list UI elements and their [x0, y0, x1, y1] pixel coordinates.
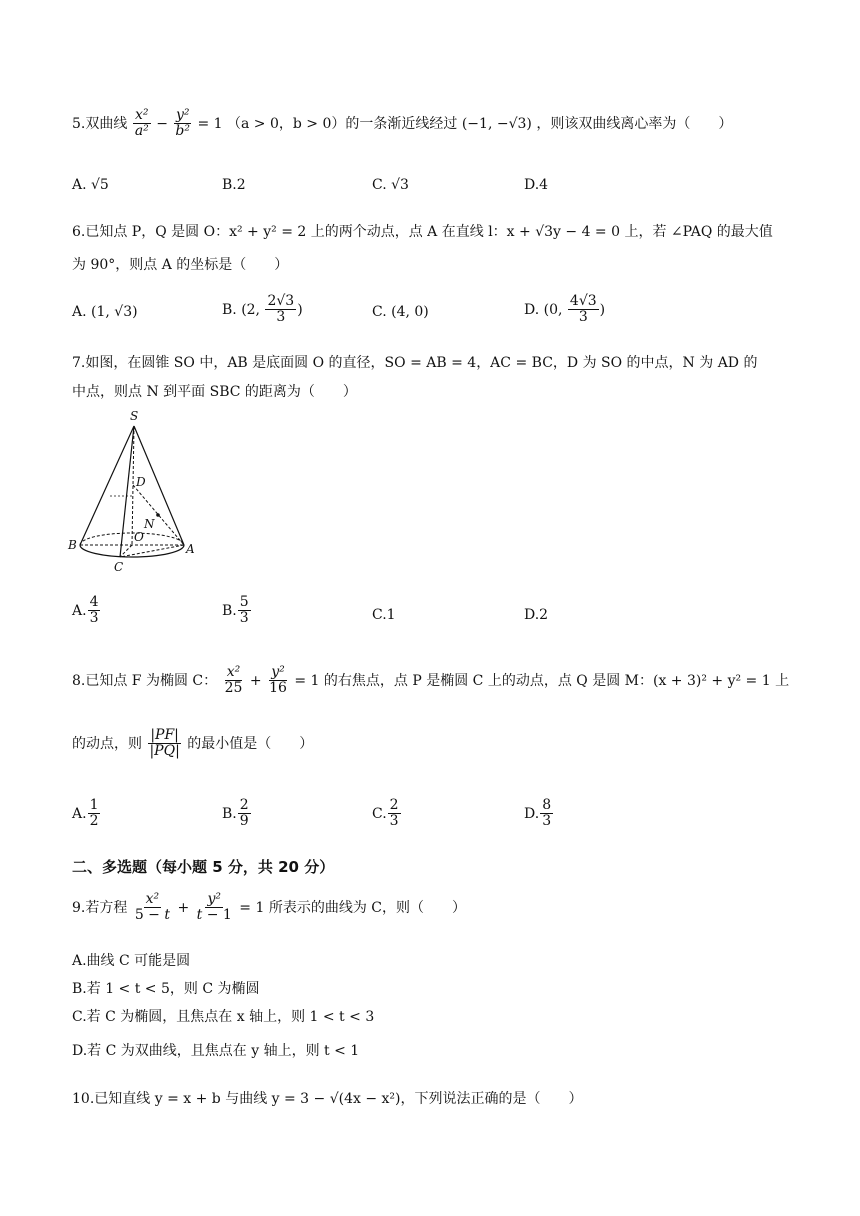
q5-option-c: C. √3: [372, 177, 409, 193]
q6-option-d: D. (0, $\frac{4√3}{3}$ ): [524, 293, 606, 326]
point-n: [156, 513, 160, 517]
q6-option-d-num: 4√3: [569, 293, 597, 309]
q8-option-c: [372, 798, 402, 830]
q8-option-c-num: 2: [389, 797, 399, 813]
q7-option-b: [222, 595, 252, 627]
q5-prefix: 5.双曲线: [72, 115, 128, 132]
q6-options: [72, 294, 792, 338]
q6-option-d-fraction: [568, 294, 599, 326]
q9-suffix: 所表示的曲线为 C，则（ ）: [268, 899, 466, 916]
q6-option-b-prefix: B. (2,: [222, 301, 261, 318]
q7-line-2: 中点，则点 N 到平面 SBC 的距离为（ ）: [72, 384, 357, 400]
q7-option-d: D.2: [524, 607, 549, 623]
q7-option-b-den: 3: [239, 610, 249, 627]
label-n: N: [144, 517, 155, 531]
q9-option-b: B.若 1 < t < 5，则 C 为椭圆: [72, 981, 260, 997]
q7-option-b-label: B.: [222, 602, 237, 619]
q7-option-b-num: 5: [239, 594, 249, 610]
label-o: O: [134, 530, 144, 544]
q8-option-c-fraction: [388, 798, 401, 830]
q7-line-1: 7.如图，在圆锥 SO 中，AB 是底面圆 O 的直径，SO = AB = 4，AC = BC，D 为 SO 的中点，N 为 AD 的: [72, 355, 758, 371]
q9-prefix: 9.若方程: [72, 899, 128, 916]
label-c: C: [114, 560, 124, 574]
q8-option-a-num: 1: [89, 797, 99, 813]
segment-oc: [120, 545, 132, 557]
q8-option-b-num: 2: [239, 797, 249, 813]
q8-option-a-label: A.: [72, 805, 87, 822]
q8-option-d-num: 8: [542, 797, 552, 813]
q5-fraction-x: $\frac{\text{x²}}{\text{a²}}$: [134, 107, 149, 140]
q9-option-c: C.若 C 为椭圆，且焦点在 x 轴上，则 1 < t < 3: [72, 1009, 375, 1025]
q8-ratio-den: |PQ|: [149, 743, 180, 760]
q6-line-1: 6.已知点 P，Q 是圆 O：x² + y² = 2 上的两个动点，点 A 在直线 l：x + √3y − 4 = 0 上，若 ∠PAQ 的最大值: [72, 224, 773, 240]
question-9: 9.若方程 $\frac{\text{x²}}{5 - t}$ + $\frac{\text{y²}}{t - 1}$ = 1 所表示的曲线为 C，则（ ）: [72, 891, 466, 924]
q8-option-b: [222, 798, 252, 830]
q8-middle: 的右焦点，点 P 是椭圆 C 上的动点，点 Q 是圆 M：(x + 3)² + y² = 1 上: [323, 672, 790, 689]
q8-option-d-label: D.: [524, 805, 540, 822]
q8-option-d-fraction: [540, 798, 553, 830]
q8-line-2: [72, 728, 792, 760]
q7-option-a-den: 3: [89, 610, 99, 627]
q8-fraction-x: $\frac{\text{x²}}{25}$: [224, 664, 243, 697]
q7-option-a: [72, 595, 101, 627]
q6-option-b-num: 2√3: [267, 293, 295, 309]
q8-prefix: 8.已知点 F 为椭圆 C：: [72, 672, 218, 689]
q6-option-d-den: 3: [578, 309, 588, 326]
q7-option-c: C.1: [372, 607, 396, 623]
q6-option-d-prefix: D. (0,: [524, 301, 563, 318]
q5-option-d: D.4: [524, 177, 549, 193]
q9-fraction-y: $\frac{\text{y²}}{t - 1}$: [196, 891, 232, 924]
q8-option-a: [72, 798, 101, 830]
q5-suffix: ，则该双曲线离心率为（ ）: [536, 115, 733, 132]
q6-option-a: A. (1, √3): [72, 304, 138, 320]
q8-line-2-prefix: 的动点，则: [72, 735, 142, 752]
question-5: 5.双曲线 $\frac{\text{x²}}{\text{a²}}$ − $\frac{\text{y²}}{\text{b²}}$ = 1 （a > 0，b > 0）的一条渐近线经过 (−1, −√3) ，则该双曲线离心率为（ ）: [72, 107, 733, 140]
q7-option-b-fraction: [238, 595, 251, 627]
label-d: D: [136, 475, 146, 489]
q6-option-b-fraction: [265, 294, 296, 326]
label-a: A: [186, 542, 195, 556]
q5-options: [72, 177, 792, 221]
q8-option-a-fraction: [88, 798, 101, 830]
q8-ratio-num: |PF|: [150, 727, 179, 743]
q8-option-d: [524, 798, 554, 830]
q8-line-2-suffix: 的最小值是（ ）: [187, 735, 314, 752]
q8-fraction-y: $\frac{\text{y²}}{16}$: [269, 664, 287, 697]
q8-ratio-fraction: [147, 728, 181, 760]
q7-option-a-num: 4: [89, 594, 99, 610]
q8-option-b-den: 9: [239, 813, 249, 830]
q8-option-c-label: C.: [372, 805, 387, 822]
q7-options: [72, 595, 792, 639]
q9-option-d: D.若 C 为双曲线，且焦点在 y 轴上，则 t < 1: [72, 1043, 360, 1059]
q6-line-2: 为 90°，则点 A 的坐标是（ ）: [72, 257, 289, 273]
q5-option-b: B.2: [222, 177, 246, 193]
section-2-heading: 二、多选题（每小题 5 分，共 20 分）: [72, 858, 335, 876]
label-s: S: [130, 409, 139, 423]
q7-option-a-fraction: [88, 595, 101, 627]
q5-condition: （a > 0，b > 0）的一条渐近线经过: [227, 115, 458, 132]
q6-option-b: B. (2, $\frac{2√3}{3}$ ): [222, 293, 303, 326]
q8-options: [72, 798, 792, 842]
q9-option-a: A.曲线 C 可能是圆: [72, 953, 191, 969]
q5-fraction-y: $\frac{\text{y²}}{\text{b²}}$: [175, 107, 190, 140]
label-b: B: [68, 538, 77, 552]
q5-option-a: A. √5: [72, 177, 109, 193]
q8-option-a-den: 2: [89, 813, 99, 830]
q8-option-d-den: 3: [542, 813, 552, 830]
q8-option-b-fraction: [238, 798, 251, 830]
q6-option-c: C. (4, 0): [372, 304, 429, 320]
edge-sb: [80, 426, 134, 545]
q5-point: (−1, −√3): [461, 115, 532, 132]
cone-figure: [66, 408, 196, 578]
question-10: 10.已知直线 y = x + b 与曲线 y = 3 − √(4x − x²)，下列说法正确的是（ ）: [72, 1091, 583, 1107]
q8-option-b-label: B.: [222, 805, 237, 822]
question-8: 8.已知点 F 为椭圆 C： $\frac{\text{x²}}{25}$ + $\frac{\text{y²}}{16}$ = 1 的右焦点，点 P 是椭圆 C 上的动点，点 Q 是圆 M：(x + 3)² + y² = 1 上: [72, 664, 790, 697]
q9-fraction-x: $\frac{\text{x²}}{5 - t}$: [134, 891, 170, 924]
q8-option-c-den: 3: [389, 813, 399, 830]
q7-option-a-label: A.: [72, 602, 87, 619]
q6-option-b-den: 3: [276, 309, 286, 326]
